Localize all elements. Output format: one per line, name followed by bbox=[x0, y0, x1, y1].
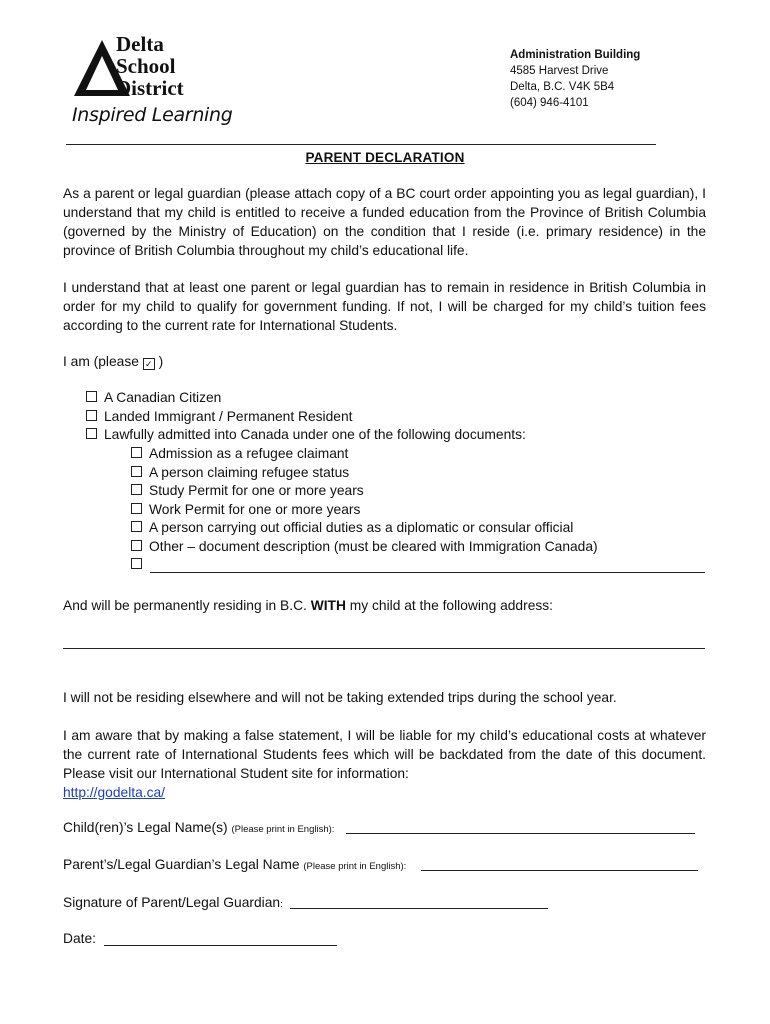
document-option[interactable] bbox=[131, 464, 598, 483]
checkbox[interactable] bbox=[86, 391, 97, 402]
checkbox[interactable] bbox=[131, 558, 142, 569]
parent-name-label-text: Parent’s/Legal Guardian’s Legal Name bbox=[63, 857, 300, 872]
status-option[interactable] bbox=[86, 389, 526, 408]
status-option-label: Landed Immigrant / Permanent Resident bbox=[104, 408, 353, 424]
status-option[interactable] bbox=[86, 408, 526, 427]
parent-name-note: (Please print in English): bbox=[303, 861, 407, 872]
paragraph-residence: I understand that at least one parent or legal guardian has to remain in residence in British Columbia in order for my child to qualify for government funding. If not, I will be charged for my child’s tuition fees according to the current rate for International Students. bbox=[63, 280, 706, 333]
address-line[interactable] bbox=[63, 648, 705, 649]
paragraph-no-trips: I will not be residing elsewhere and will not be taking extended trips during the school year. bbox=[63, 690, 617, 705]
paragraph-guardian: As a parent or legal guardian (please attach copy of a BC court order appointing you as legal guardian), I understand that my child is entitled to receive a funded education from the Province of British Columbia (governed by the Ministry of Education) on the condition that I reside (i.e. primary residence) in the province of British Columbia throughout my child’s educational life. bbox=[63, 186, 706, 258]
checkmark-icon: ✓ bbox=[143, 358, 155, 370]
status-prompt bbox=[63, 352, 706, 371]
checkbox[interactable] bbox=[131, 484, 142, 495]
parent-name-label bbox=[63, 857, 406, 872]
parent-name-field[interactable] bbox=[421, 870, 698, 871]
address-statement bbox=[63, 596, 706, 615]
address-street: 4585 Harvest Drive bbox=[510, 65, 609, 77]
other-document-line[interactable] bbox=[150, 572, 705, 573]
address-statement-before: And will be permanently residing in B.C. bbox=[63, 598, 311, 613]
address-block bbox=[510, 47, 640, 111]
document-option-label: Study Permit for one or more years bbox=[149, 483, 364, 498]
document-option-label: Admission as a refugee claimant bbox=[149, 446, 349, 461]
logo-word-1: Delta bbox=[116, 32, 164, 56]
status-prompt-close: ) bbox=[158, 354, 164, 369]
document-option[interactable] bbox=[131, 538, 598, 557]
children-name-note: (Please print in English): bbox=[231, 824, 335, 835]
checkbox[interactable] bbox=[131, 447, 142, 458]
document-option[interactable] bbox=[131, 519, 598, 538]
status-option[interactable] bbox=[86, 426, 526, 445]
international-link-wrap bbox=[63, 783, 706, 802]
address-city: Delta, B.C. V4K 5B4 bbox=[510, 81, 615, 93]
signature-label bbox=[63, 895, 283, 910]
document-option[interactable] bbox=[131, 445, 598, 464]
document-option-label: Work Permit for one or more years bbox=[149, 501, 361, 517]
signature-colon: : bbox=[280, 899, 283, 910]
signature-label-text: Signature of Parent/Legal Guardian bbox=[63, 895, 281, 910]
document-options bbox=[131, 445, 598, 575]
status-option-label: A Canadian Citizen bbox=[104, 390, 222, 405]
logo-tagline: Inspired Learning bbox=[72, 104, 233, 126]
children-name-field[interactable] bbox=[346, 833, 695, 834]
district-logo bbox=[70, 32, 240, 132]
status-prompt-text: I am (please bbox=[63, 354, 139, 369]
paragraph-false-statement: I am aware that by making a false statement, I will be liable for my child’s educational costs at whatever the current rate of International Students fees which will be backdated from the date of this document. Please visit our International Student site for information: bbox=[63, 728, 706, 781]
date-label: Date: bbox=[63, 931, 96, 946]
checkbox[interactable] bbox=[131, 466, 142, 477]
status-option-label: Lawfully admitted into Canada under one of the following documents: bbox=[104, 427, 526, 442]
signature-field[interactable] bbox=[290, 908, 548, 909]
page-title: PARENT DECLARATION bbox=[305, 150, 465, 165]
checkbox[interactable] bbox=[131, 503, 142, 514]
document-option[interactable] bbox=[131, 501, 598, 520]
checkbox[interactable] bbox=[86, 410, 97, 421]
logo-word-3: District bbox=[116, 76, 184, 100]
header-divider bbox=[66, 144, 656, 145]
checkbox[interactable] bbox=[131, 540, 142, 551]
checkbox[interactable] bbox=[86, 428, 97, 439]
document-option-label: A person claiming refugee status bbox=[149, 464, 350, 480]
document-option[interactable] bbox=[131, 482, 598, 501]
document-option-label: A person carrying out official duties as a diplomatic or consular official bbox=[149, 520, 574, 535]
address-heading: Administration Building bbox=[510, 49, 641, 61]
international-student-link[interactable]: http://godelta.ca/ bbox=[63, 785, 166, 800]
document-option-label: Other – document description (must be cleared with Immigration Canada) bbox=[149, 538, 598, 554]
children-name-label bbox=[63, 820, 334, 835]
address-statement-bold: WITH bbox=[310, 598, 346, 613]
children-name-label-text: Child(ren)’s Legal Name(s) bbox=[63, 820, 228, 835]
logo-word-2: School bbox=[116, 54, 176, 78]
address-statement-after: my child at the following address: bbox=[345, 598, 554, 613]
status-options bbox=[86, 389, 526, 445]
address-phone: (604) 946-4101 bbox=[510, 97, 589, 109]
date-field[interactable] bbox=[104, 945, 337, 946]
checkbox[interactable] bbox=[131, 521, 142, 532]
